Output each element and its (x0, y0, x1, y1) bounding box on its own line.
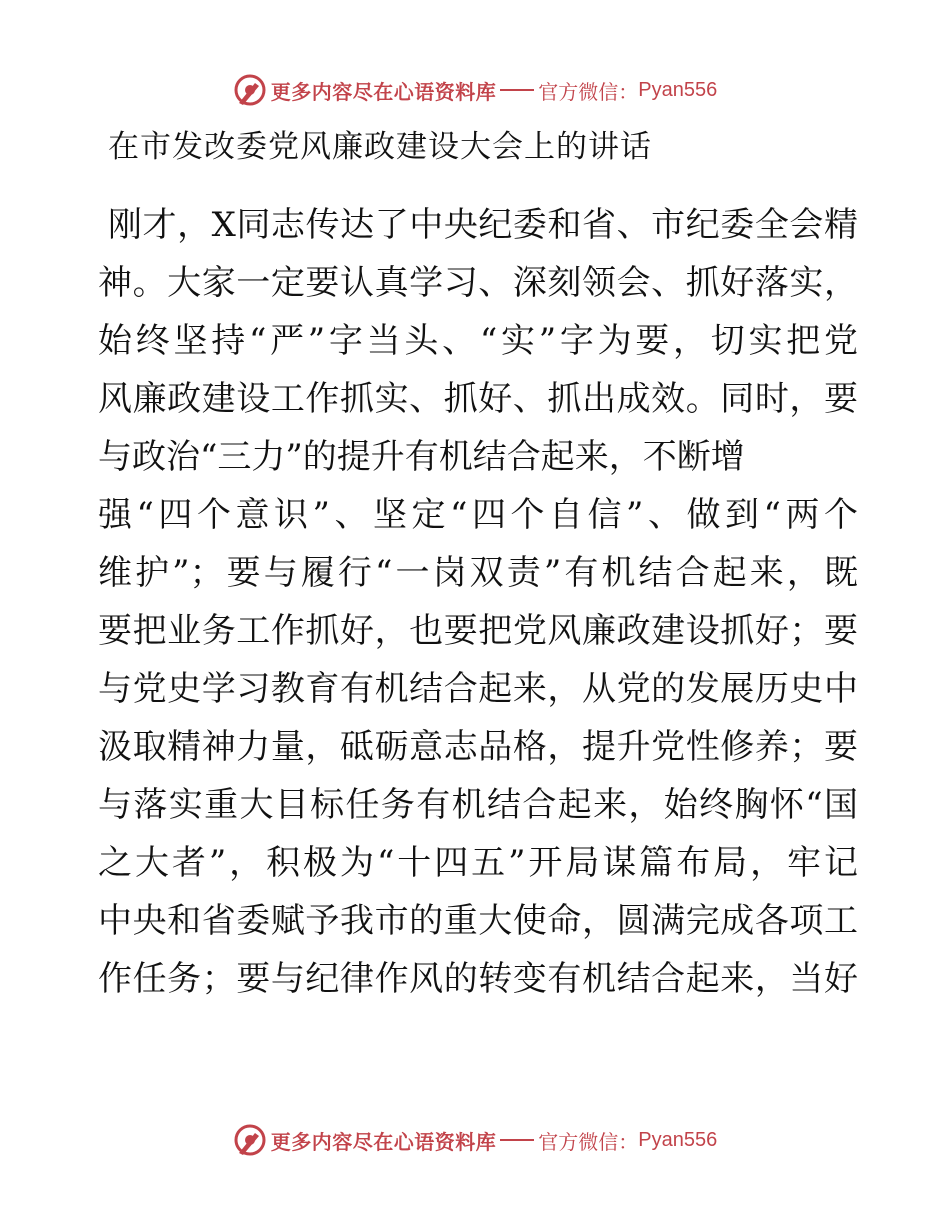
body-line: 风廉政建设工作抓实、抓好、抓出成效。同时，要 (98, 379, 858, 419)
document-body (98, 196, 858, 1008)
body-line: 之大者”，积极为“十四五”开局谋篇布局，牢记 (98, 843, 858, 883)
watermark-dash (500, 89, 534, 91)
watermark-wechat-label: 官方微信： (538, 79, 639, 104)
pen-logo-icon (233, 1123, 267, 1157)
watermark-text: 更多内容尽在心语资料库 (270, 1129, 497, 1154)
body-line: 要把业务工作抓好，也要把党风廉政建设抓好；要 (98, 611, 858, 651)
footer-watermark (0, 1120, 950, 1160)
document-title: 在市发改委党风廉政建设大会上的讲话 (108, 129, 652, 165)
body-line: 与政治“三力”的提升有机结合起来，不断增 (98, 437, 745, 477)
body-line: 强“四个意识”、坚定“四个自信”、做到“两个 (98, 495, 858, 535)
body-line: 汲取精神力量，砥砺意志品格，提升党性修养；要 (98, 727, 858, 767)
watermark-dash (500, 1139, 534, 1141)
body-line: 神。大家一定要认真学习、深刻领会、抓好落实， (98, 263, 858, 303)
body-line: 维护”；要与履行“一岗双责”有机结合起来，既 (98, 553, 858, 593)
watermark-wechat-id: Pyan556 (638, 78, 718, 101)
watermark-wechat-id: Pyan556 (638, 1128, 718, 1151)
body-line: 与党史学习教育有机结合起来，从党的发展历史中 (98, 669, 858, 709)
body-line: 中央和省委赋予我市的重大使命，圆满完成各项工 (98, 901, 858, 941)
body-line: 刚才，X同志传达了中央纪委和省、市纪委全会精 (108, 205, 858, 245)
watermark-text: 更多内容尽在心语资料库 (270, 79, 497, 104)
body-line: 始终坚持“严”字当头、“实”字为要，切实把党 (98, 321, 858, 361)
watermark-wechat-label: 官方微信： (538, 1129, 639, 1154)
header-watermark (0, 70, 950, 110)
pen-logo-icon (233, 73, 267, 107)
body-line: 与落实重大目标任务有机结合起来，始终胸怀“国 (98, 785, 858, 825)
body-line: 作任务；要与纪律作风的转变有机结合起来，当好 (98, 959, 858, 999)
